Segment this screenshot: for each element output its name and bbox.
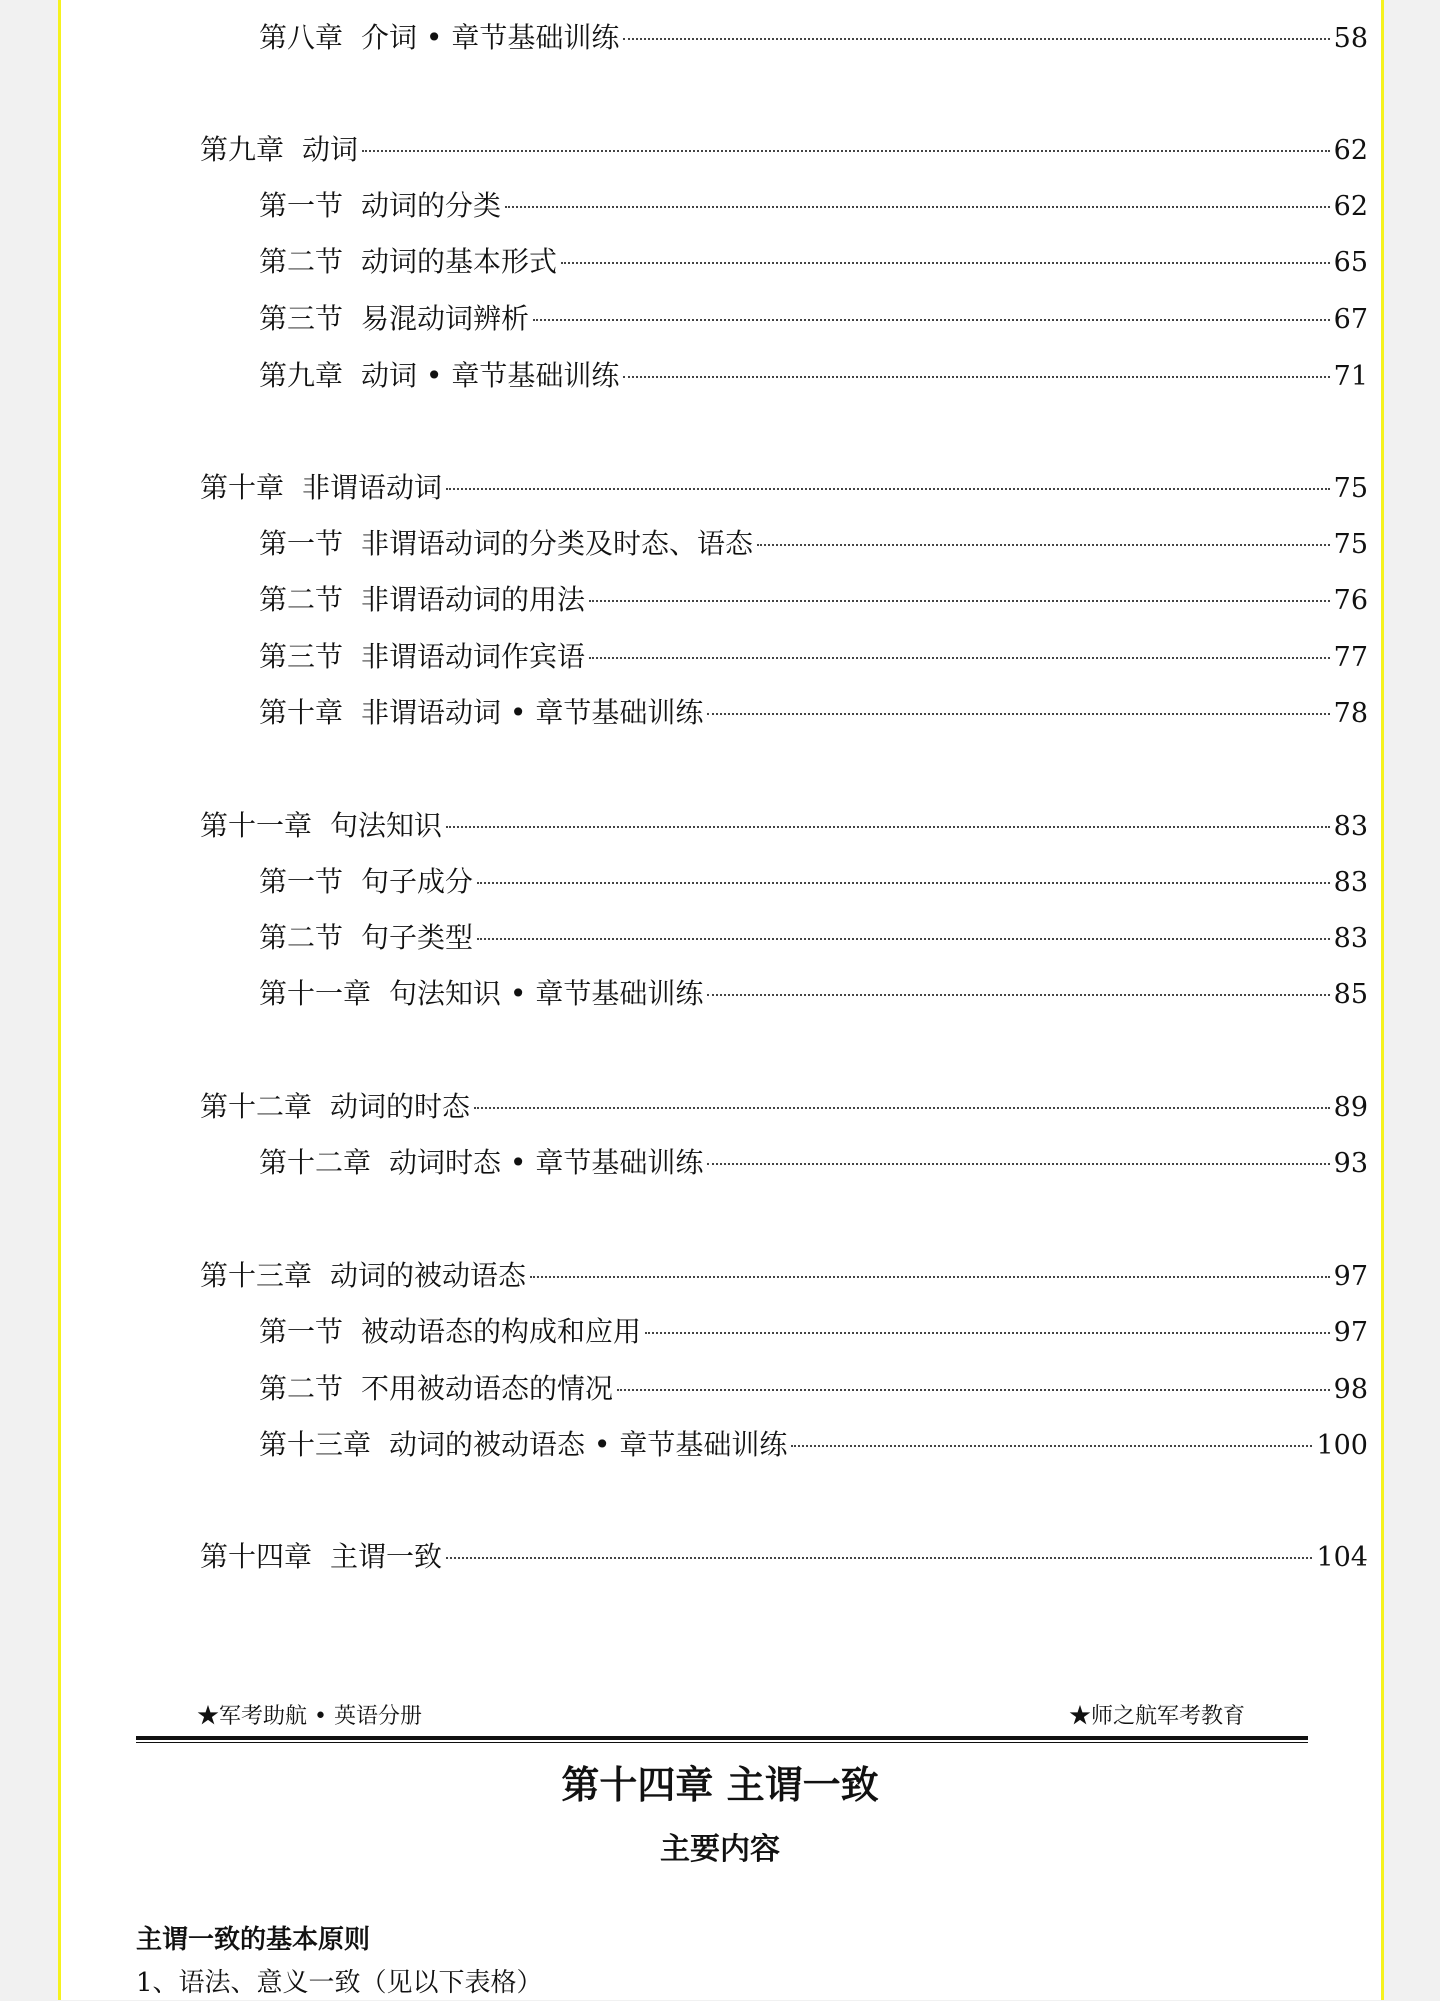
toc-dot-leader	[533, 319, 1330, 321]
toc-entry-title: 动词的被动语态 • 章节基础训练	[389, 1428, 788, 1461]
running-header-left: ★军考助航 • 英语分册	[197, 1704, 422, 1729]
toc-dot-leader	[707, 713, 1329, 715]
toc-dot-leader	[477, 938, 1330, 940]
toc-page-number: 58	[1333, 23, 1368, 54]
toc-section-entry	[259, 357, 1368, 395]
toc-section-entry	[259, 300, 1368, 338]
toc-entry-title: 不用被动语态的情况	[361, 1372, 614, 1405]
toc-page-number: 62	[1333, 191, 1368, 222]
toc-section-entry	[259, 0, 1368, 1]
toc-page-number: 83	[1333, 811, 1368, 842]
toc-dot-leader	[757, 544, 1330, 546]
toc-page-number: 97	[1333, 1317, 1368, 1348]
toc-entry-number: 第十二章	[200, 1090, 313, 1123]
toc-entry-title: 动词时态 • 章节基础训练	[389, 1146, 704, 1179]
toc-page-number: 83	[1333, 867, 1368, 898]
toc-section-entry	[259, 1426, 1368, 1464]
toc-section-entry	[259, 638, 1368, 676]
toc-entry-title: 介词 • 章节基础训练	[361, 21, 620, 54]
toc-entry-number: 第二节	[259, 583, 344, 616]
toc-dot-leader	[446, 826, 1330, 828]
toc-section-entry	[259, 581, 1368, 619]
toc-page-number: 75	[1333, 529, 1368, 560]
toc-section-entry	[259, 694, 1368, 732]
toc-dot-leader	[530, 1276, 1330, 1278]
toc-entry-title: 句法知识	[330, 809, 443, 842]
toc-entry-title: 易混动词辨析	[361, 302, 530, 335]
toc-dot-leader	[623, 38, 1329, 40]
toc-entry-number: 第九章	[259, 359, 344, 392]
toc-chapter-entry	[200, 1257, 1368, 1295]
body-text-line: 1、语法、意义一致（见以下表格）	[136, 1968, 543, 1998]
toc-entry-title: 非谓语动词 • 章节基础训练	[361, 696, 704, 729]
toc-dot-leader	[623, 376, 1329, 378]
toc-page-number: 75	[1333, 473, 1368, 504]
toc-section-entry	[259, 1144, 1368, 1182]
toc-entry-number: 第十三章	[200, 1259, 313, 1292]
toc-dot-leader	[446, 1557, 1312, 1559]
toc-entry-number: 第十四章	[200, 1540, 313, 1573]
toc-dot-leader	[589, 600, 1330, 602]
toc-section-entry	[259, 525, 1368, 563]
toc-entry-number: 第一节	[259, 865, 344, 898]
toc-entry-number	[259, 0, 343, 1]
toc-entry-title: 动词的时态	[330, 1090, 471, 1123]
toc-entry-title: 动词的基本形式	[361, 245, 558, 278]
toc-page-number	[1334, 0, 1368, 2]
toc-entry-title	[361, 0, 473, 1]
toc-page-number: 83	[1333, 923, 1368, 954]
toc-dot-leader	[645, 1332, 1330, 1334]
toc-dot-leader	[707, 994, 1329, 996]
running-header-right: ★师之航军考教育	[1068, 1704, 1245, 1729]
toc-entry-number: 第十二章	[259, 1146, 372, 1179]
toc-section-entry	[259, 1370, 1368, 1408]
toc-entry-title: 句法知识 • 章节基础训练	[389, 977, 704, 1010]
toc-page-number: 77	[1333, 642, 1368, 673]
toc-entry-number: 第三节	[259, 640, 344, 673]
document-page	[58, 0, 1384, 2000]
toc-dot-leader	[589, 657, 1330, 659]
toc-entry-title: 非谓语动词	[302, 471, 443, 504]
toc-entry-title: 动词的分类	[361, 189, 502, 222]
toc-entry-number: 第一节	[259, 189, 344, 222]
toc-dot-leader	[362, 150, 1330, 152]
toc-section-entry	[259, 919, 1368, 957]
toc-dot-leader	[617, 1389, 1330, 1391]
toc-chapter-entry	[200, 807, 1368, 845]
toc-entry-title: 动词	[302, 133, 359, 166]
toc-dot-leader	[791, 1445, 1312, 1447]
toc-entry-title: 动词的被动语态	[330, 1259, 527, 1292]
toc-entry-number: 第一节	[259, 1315, 344, 1348]
toc-page-number: 71	[1333, 361, 1368, 392]
toc-entry-title: 动词 • 章节基础训练	[361, 359, 620, 392]
chapter-title: 第十四章 主谓一致	[561, 1762, 879, 1807]
toc-dot-leader	[707, 1163, 1329, 1165]
toc-dot-leader	[561, 262, 1330, 264]
toc-page-number: 97	[1333, 1261, 1368, 1292]
toc-section-entry	[259, 863, 1368, 901]
toc-section-entry	[259, 975, 1368, 1013]
toc-entry-number: 第八章	[259, 21, 344, 54]
toc-dot-leader	[477, 882, 1330, 884]
toc-entry-number: 第十章	[259, 696, 344, 729]
toc-entry-number: 第十一章	[259, 977, 372, 1010]
toc-entry-number: 第二节	[259, 921, 344, 954]
toc-entry-title: 主谓一致	[330, 1540, 443, 1573]
toc-chapter-entry	[200, 469, 1368, 507]
toc-page-number: 78	[1333, 698, 1368, 729]
toc-entry-number: 第二节	[259, 1372, 344, 1405]
section-subtitle: 主要内容	[660, 1832, 780, 1867]
toc-page-number: 62	[1333, 135, 1368, 166]
toc-entry-title: 句子类型	[361, 921, 474, 954]
toc-chapter-entry	[200, 131, 1368, 169]
toc-section-entry	[259, 243, 1368, 281]
toc-dot-leader	[505, 206, 1330, 208]
toc-entry-number: 第一节	[259, 527, 344, 560]
toc-page-number: 93	[1333, 1148, 1368, 1179]
header-rule-thick	[136, 1736, 1308, 1740]
toc-page-number: 104	[1316, 1542, 1368, 1573]
toc-page-number: 98	[1333, 1374, 1368, 1405]
toc-dot-leader	[446, 488, 1330, 490]
toc-entry-title: 句子成分	[361, 865, 474, 898]
toc-entry-title: 非谓语动词作宾语	[361, 640, 586, 673]
toc-entry-number: 第二节	[259, 245, 344, 278]
toc-page-number: 76	[1333, 585, 1368, 616]
toc-page-number: 85	[1333, 979, 1368, 1010]
toc-page-number: 67	[1333, 304, 1368, 335]
toc-entry-number: 第十三章	[259, 1428, 372, 1461]
toc-entry-title: 非谓语动词的用法	[361, 583, 586, 616]
toc-section-entry	[259, 187, 1368, 225]
toc-dot-leader	[474, 1107, 1330, 1109]
toc-chapter-entry	[200, 1538, 1368, 1576]
toc-page-number: 100	[1316, 1430, 1368, 1461]
toc-entry-number: 第九章	[200, 133, 285, 166]
toc-section-entry	[259, 1313, 1368, 1351]
header-rule-thin	[136, 1742, 1308, 1743]
toc-entry-title: 非谓语动词的分类及时态、语态	[361, 527, 754, 560]
toc-entry-number: 第十一章	[200, 809, 313, 842]
toc-page-number: 65	[1333, 247, 1368, 278]
toc-entry-number: 第三节	[259, 302, 344, 335]
toc-section-entry	[259, 19, 1368, 57]
toc-entry-number: 第十章	[200, 471, 285, 504]
toc-entry-title: 被动语态的构成和应用	[361, 1315, 642, 1348]
toc-chapter-entry	[200, 1088, 1368, 1126]
principle-heading: 主谓一致的基本原则	[136, 1925, 371, 1955]
toc-page-number: 89	[1333, 1092, 1368, 1123]
